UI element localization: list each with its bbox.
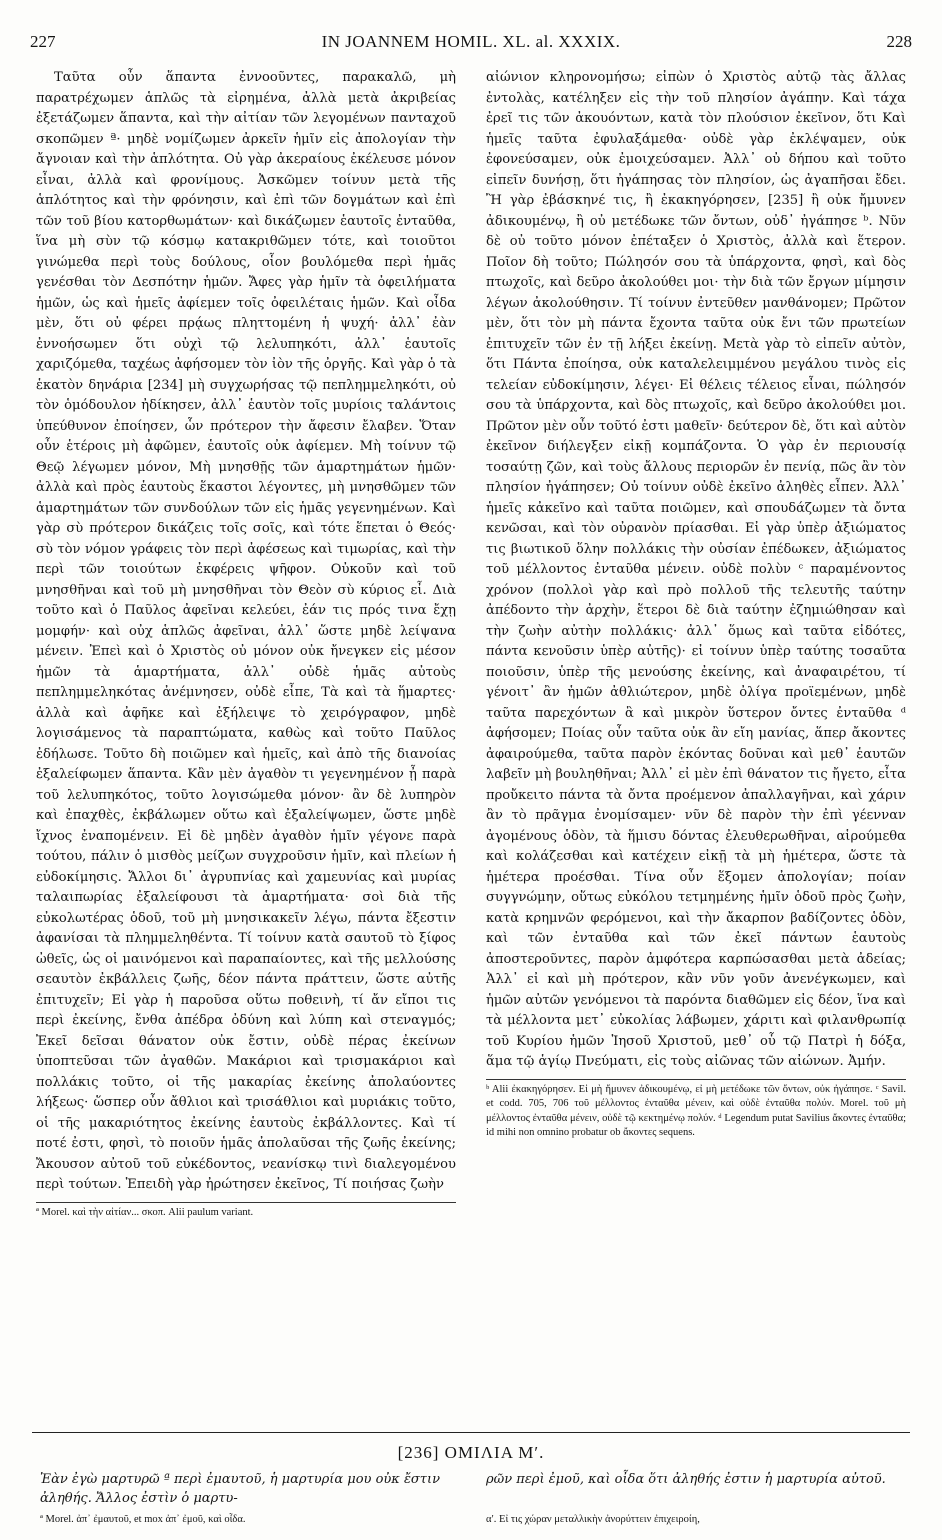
next-homily-verse-right: ρῶν περὶ ἐμοῦ, καὶ οἶδα ὅτι ἀληθής ἐστιν ἡ μαρτυρία αὐτοῦ. <box>486 1472 886 1487</box>
next-homily-footnote-left: ª Morel. ἀπ᾽ ἐμαυτοῦ, et mox ἀπ᾽ ἐμοῦ, καὶ οἶδα. <box>40 1514 246 1525</box>
next-homily-title: [236] ΟΜΙΛΙΑ Μʹ. <box>397 1443 545 1462</box>
right-column-text: αἰώνιον κληρονομήσω; εἰπὼν ὁ Χριστὸς αὐτῷ τὰς ἄλλας ἐντολὰς, κατέληξεν εἰς τὴν τοῦ πλησίον ἀγάπην. Καὶ τάχα ἐρεῖ τις τῶν ἀκουόντων, κατὰ τὸν πλούσιον ἐκεῖνον, ὅτι Καὶ ἡμεῖς ταῦτα ἐφυλαξάμεθα· οὐδὲ γὰρ ἐκλέψαμεν, οὐκ ἐφονεύσαμεν, οὐκ ἐμοιχεύσαμεν. Ἀλλ᾽ οὐ δήπου καὶ τοῦτο εἰπεῖν δυνήσῃ, ὅτι ἠγάπησας τὸν πλησίον, ὡς ἀγαπῆσαι ἔδει. Ἢ γὰρ ἐβάσκηνέ τις, ἢ ἐκακηγόρησεν, [235] ἢ οὐκ ἤμυνεν ἀδικουμένῳ, ἢ οὐ μετέδωκε τῶν ὄντων, οὐδ᾽ ἠγάπησε ᵇ. Νῦν δὲ οὐ τοῦτο μόνον ἐπέταξεν ὁ Χριστὸς, ἀλλὰ καὶ ἕτερον. Ποῖον δὴ τοῦτο; Πώλησόν σου τὰ ὑπάρχοντα, φησὶ, καὶ δὸς πτωχοῖς, καὶ δεῦρο ἀκολούθει μοι· τὴν διὰ τῶν ἔργων μίμησιν λέγων ἀκολούθησιν. Τί τοίνυν ἐντεῦθεν μανθάνομεν; Πρῶτον μὲν, ὅτι τὸν μὴ πάντα ἔχοντα ταῦτα οὐκ ἔνι τῶν πρωτείων ἐπιτυχεῖν τῶν ἐν τῇ λήξει ἐκείνῃ. Μετὰ γὰρ τὸ εἰπεῖν αὐτὸν, ὅτι Πάντα ἐποίησα, οὐκ καταλελειμμένου μεγάλου τινὸς εἰς τελείαν εὐδοκίμησιν, λέγει· Εἰ θέλεις τέλειος εἶναι, πώλησόν σου τὰ ὑπάρχοντα, καὶ δὸς πτωχοῖς, καὶ δεῦρο ἀκολούθει μοι. Πρῶτον μὲν οὖν τοῦτό ἐστι μαθεῖν· δεύτερον δὲ, ὅτι καὶ αὐτὸν ἐκεῖνον διήλεγξεν εἰκῇ κομπάζοντα. Ὁ γὰρ ἐν περιουσίᾳ τοσαύτῃ ζῶν, καὶ τοὺς ἄλλους περιορῶν ἐν πενίᾳ, πῶς ἂν τὸν πλησίον ἠγάπησεν; Οὐ τοίνυν οὐδὲ ἐκεῖνο ἀληθὲς εἶπεν. Ἀλλ᾽ ἡμεῖς κἀκεῖνο καὶ ταῦτα ποιῶμεν, καὶ σπουδάζωμεν τὰ ὄντα κενῶσαι, καὶ τὸν οὐρανὸν πρίασθαι. Εἰ γὰρ ὑπὲρ ἀξιώματος τις βιωτικοῦ ὅλην πολλάκις τὴν οὐσίαν ἐπέδωκεν, ἀξιώματος τοῦ μέλλοντος ἐνταῦθα μένειν. οὐδὲ πολὺν ᶜ παραμένοντος χρόνον (πολλοὶ γὰρ καὶ πρὸ πολλοῦ τῆς τελευτῆς ταύτην ἀπέδοντο τὴν ἀρχὴν, ἕτεροι δὲ διὰ ταύτην ἐζημιώθησαν καὶ τὴν ζωὴν αὐτὴν πολλάκις· ἀλλ᾽ ὅμως καὶ ταῦτα εἰδότες, πάντα κενοῦσιν ὑπὲρ αὐτῆς)· εἰ τοίνυν ὑπὲρ ταύτης τοσαῦτα ποιοῦσιν, ὑπὲρ τῆς μενούσης ἐκείνης, καὶ ἀναφαιρέτου, τί γένοιτ᾽ ἂν ἡμῶν ἀθλιώτερον, μηδὲ ὀλίγα προϊεμένων, μηδὲ ταῦτα παρεχόντων ἃ καὶ μικρὸν ὕστερον ὄντες ἐνταῦθα ᵈ ἀφήσομεν; Ποίας οὖν ταῦτα οὐκ ἂν εἴη μανίας, ἅπερ ἄκοντες ἀφαιρούμεθα, ταῦτα παρὸν ἑκόντας δοῦναι καὶ μεθ᾽ ἑαυτῶν λαβεῖν μὴ βουληθῆναι; Ἀλλ᾽ εἰ μὲν ἐπὶ θάνατον τις ἤγετο, εἶτα προὔκειτο πάντα τὰ ὄντα προέμενον ἀπαλλαγῆναι, καὶ χάριν ἂν τὸ πρᾶγμα ἐνομίσαμεν· νῦν δὲ παρὸν τὴν ἐπὶ γέενναν ἀγομένους ὁδὸν, τὰ ἥμισυ δόντας ἐλευθερωθῆναι, αἱρούμεθα καὶ κολάζεσθαι καὶ κατέχειν εἰκῇ τὰ μὴ ἡμέτερα, ὥστε τὰ ἡμέτερα προέσθαι. Τίνα οὖν ἕξομεν ἀπολογίαν; ποίαν συγγνώμην, οὕτως εὐκόλου τετμημένης ἡμῖν ὁδοῦ πρὸς ζωὴν, κατὰ κρημνῶν φερόμενοι, καὶ τὴν ἄκαρπον βαδίζοντες ὁδὸν, καὶ τῶν ἐνταῦθα καὶ τῶν ἐκεῖ πάντων ἑαυτοὺς ἀποστεροῦντες, παρὸν ἀμφότερα καρπώσασθαι μετὰ ἀδείας; Ἀλλ᾽ εἰ καὶ μὴ πρότερον, κἂν νῦν γοῦν ἀνενέγκωμεν, καὶ ἡμῶν αὐτῶν γενόμενοι τὰ παρόντα διαθῶμεν εἰς δέον, ἵνα καὶ τὰ μέλλοντα μετ᾽ εὐκολίας λάβωμεν, χάριτι καὶ φιλανθρωπίᾳ τοῦ Κυρίου ἡμῶν Ἰησοῦ Χριστοῦ, μεθ᾽ οὗ τῷ Πατρὶ ἡ δόξα, ἅμα τῷ ἁγίῳ Πνεύματι, εἰς τοὺς αἰῶνας τῶν αἰώνων. Ἀμήν. <box>486 70 906 1069</box>
section-divider <box>32 1432 910 1433</box>
left-column-footnote: ª Morel. καὶ τὴν αἰτίαν... σκοπ. Alii paulum variant. <box>36 1202 456 1221</box>
next-homily-verse-left: Ἐὰν ἐγὼ μαρτυρῶ ª περὶ ἐμαυτοῦ, ἡ μαρτυρία μου οὐκ ἔστιν ἀληθής. Ἄλλος ἐστὶν ὁ μαρτυ- <box>40 1472 440 1506</box>
next-homily-text-start: αʹ. Εἰ τις χώραν μεταλλικὴν ἀνορύττειν ἐπιχειροίη, <box>486 1514 700 1525</box>
page-number-left: 227 <box>30 32 56 51</box>
page-number-right: 228 <box>886 32 912 51</box>
running-header <box>30 32 912 60</box>
running-title: IN JOANNEM HOMIL. XL. al. XXXIX. <box>321 32 621 51</box>
left-column <box>36 68 456 1220</box>
right-column <box>486 68 906 1141</box>
right-column-footnote: ᵇ Alii ἐκακηγόρησεν. Εἰ μὴ ἤμυνεν ἀδικουμένῳ, εἰ μὴ μετέδωκε τῶν ὄντων, οὐκ ἠγάπησε. ᶜ Savil. et codd. 705, 706 τοῦ μέλλοντος ἐνταῦθα μένειν, καὶ οὐδὲ ἐνταῦθα πολύν. Morel. τοῦ μὴ μέλλοντος ἐνταῦθα μένειν, οὐδὲ τῷ κεκτημένῳ πολύν. ᵈ Legendum putat Savilius ἄκοντες ἐνταῦθα; id mihi non omnino probatur ob ἄκοντες sequens. <box>486 1079 906 1141</box>
left-column-text: Ταῦτα οὖν ἅπαντα ἐννοοῦντες, παρακαλῶ, μὴ παρατρέχωμεν ἁπλῶς τὰ εἰρημένα, ἀλλὰ μετὰ ἀκριβείας ἐξετάζωμεν ἅπαντα, καὶ τὴν αἰτίαν τῶν λεγομένων πανταχοῦ σκοπῶμεν ª· μηδὲ νομίζωμεν ἀρκεῖν ἡμῖν εἰς ἀπολογίαν τὴν ἄγνοιαν καὶ τὴν ἁπλότητα. Οὐ γὰρ ἀκεραίους ἐκέλευσε μόνον εἶναι, ἀλλὰ καὶ φρονίμους. Ἀσκῶμεν τοίνυν μετὰ τῆς ἁπλότητος καὶ τὴν φρόνησιν, καὶ ἐπὶ τῶν δογμάτων καὶ ἐπὶ τῶν τοῦ βίου κατορθωμάτων· καὶ δικάζωμεν ἑαυτοῖς ἐνταῦθα, ἵνα μὴ σὺν τῷ κόσμῳ κατακριθῶμεν τότε, καὶ τοιοῦτοι γινώμεθα περὶ τοὺς δούλους, οἷον βουλόμεθα περὶ ἡμᾶς γενέσθαι τὸν Δεσπότην ἡμῶν. Ἄφες γὰρ ἡμῖν τὰ ὀφειλήματα ἡμῶν, ὡς καὶ ἡμεῖς ἀφίεμεν τοῖς ὀφειλέταις ἡμῶν. Καὶ οἶδα μὲν, ὅτι οὐ φέρει πρᾴως πληττομένη ἡ ψυχή· ἀλλ᾽ ἐὰν ἐννοήσωμεν ὅτι οὐχὶ τῷ λελυπηκότι, ἀλλ᾽ ἑαυτοῖς χαριζόμεθα, ταχέως ἀφήσομεν τὸν ἰὸν τῆς ὀργῆς. Καὶ γὰρ ὁ τὰ ἑκατὸν δηνάρια [234] μὴ συγχωρήσας τῷ πεπλημμεληκότι, οὐ τὸν ὁμόδουλον ἠδίκησεν, ἀλλ᾽ ἑαυτὸν τοῖς μυρίοις ταλάντοις ὑπεύθυνον ἐποίησεν, ὧν πρότερον τὴν ἄφεσιν ἔλαβεν. Ὅταν οὖν ἑτέροις μὴ ἀφῶμεν, ἑαυτοῖς οὐκ ἀφίεμεν. Μὴ τοίνυν τῷ Θεῷ λέγωμεν μόνον, Μὴ μνησθῇς τῶν ἁμαρτημάτων ἡμῶν· ἀλλὰ καὶ πρὸς ἑαυτοὺς ἕκαστοι λέγοντες, μὴ μνησθῶμεν τῶν ἁμαρτημάτων τῶν συνδούλων τῶν εἰς ἡμᾶς γεγενημένων. Καὶ γὰρ σὺ πρότερον δικάζεις τοῖς σοῖς, καὶ τότε ἕπεται ὁ Θεός· σὺ τὸν νόμον γράφεις τὸν περὶ ἀφέσεως καὶ τιμωρίας, καὶ τὴν περὶ τῶν τοιούτων ἐκφέρεις ψῆφον. Οὐκοῦν καὶ τοῦ μνησθῆναι καὶ τοῦ μὴ μνησθῆναι τὸν Θεὸν σὺ κύριος εἶ. Διὰ τοῦτο καὶ ὁ Παῦλος ἀφεῖναι κελεύει, ἐάν τις πρός τινα ἔχῃ μομφήν· καὶ οὐχ ἁπλῶς ἀφεῖναι, ἀλλ᾽ ὥστε μηδὲ λείψανα μένειν. Ἐπεὶ καὶ ὁ Χριστὸς οὐ μόνον οὐκ ἤνεγκεν εἰς μέσον ἡμῶν τὰ ἁμαρτήματα, ἀλλ᾽ οὐδὲ ἡμᾶς αὐτοὺς πεπλημμεληκότας ἀνέμνησεν, οὐδὲ εἶπε, Τὰ καὶ τὰ ἥμαρτες· ἀλλὰ καὶ ἀφῆκε καὶ ἐξήλειψε τὸ χειρόγραφον, μηδὲ λογισάμενος τὰ παραπτώματα, καθὼς καὶ τοῦτο Παῦλος ἐδήλωσε. Τοῦτο δὴ ποιῶμεν καὶ ἡμεῖς, καὶ ἀπὸ τῆς διανοίας ἐξαλείφωμεν ἅπαντα. Κἂν μὲν ἀγαθὸν τι γεγενημένον ᾖ παρὰ τοῦ λελυπηκότος, τοῦτο λογισώμεθα μόνον· ἂν δὲ λυπηρὸν καὶ ἐπαχθὲς, ἐκβάλωμεν οὕτω καὶ ἐξαλείψωμεν, ὥστε μηδὲ ἴχνος ἐναπομένειν. Εἰ δὲ μηδὲν ἀγαθὸν ἡμῖν γέγονε παρὰ τούτου, πάλιν ὁ μισθὸς μείζων συγχροῦσιν ἡμῖν, καὶ πλείων ἡ εὐδοκίμησις. Ἄλλοι δι᾽ ἀγρυπνίας καὶ χαμευνίας καὶ μυρίας ταλαιπωρίας ἐξαλείφουσι τὰ ἁμαρτήματα· σοὶ διὰ τῆς εὐκολωτέρας ὁδοῦ, τοῦ μὴ μνησικακεῖν λέγω, πάντα ἔξεστιν ἀφανίσαι τὰ πλημμεληθέντα. Τί τοίνυν κατὰ σαυτοῦ τὸ ξίφος ὠθεῖς, ὡς οἱ μαινόμενοι καὶ παραπαίοντες, καὶ τῆς μελλούσης σεαυτὸν ἐκβάλλεις ζωῆς, δέον πάντα πράττειν, ὥστε αὐτῆς ἐπιτυχεῖν; Εἰ γὰρ ἡ παροῦσα οὕτω ποθεινὴ, τί ἄν εἴποι τις περὶ ἐκείνης, ἔνθα ἀπέδρα ὀδύνη καὶ λύπη καὶ στεναγμός; Ἐκεῖ δεῖσαι θάνατον οὐκ ἔστιν, οὐδὲ πέρας ἐκείνων ὑποπτεῦσαι τῶν ἀγαθῶν. Μακάριοι καὶ τρισμακάριοι καὶ πολλάκις τοῦτο, οἱ τῆς μακαρίας ἐκείνης ἀπολαύοντες λήξεως· ὥσπερ οὖν ἄθλιοι καὶ τρισάθλιοι καὶ μυριάκις τοῦτο, οἱ τῆς μακαριότητος ἐκείνης ἑαυτοὺς ἐκβάλλοντες. Καὶ τί ποτέ ἐστι, φησὶ, τὸ ποιοῦν ἡμᾶς ἀπολαῦσαι τῆς ζωῆς ἐκείνης; Ἄκουσον αὐτοῦ τοῦ εὐκέδοντος, νεανίσκῳ τινὶ διαλεγομένου περὶ τούτων. Ἐπειδὴ γὰρ ἠρώτησεν ἐκεῖνος, Τί ποιήσας ζωὴν <box>36 70 456 1192</box>
